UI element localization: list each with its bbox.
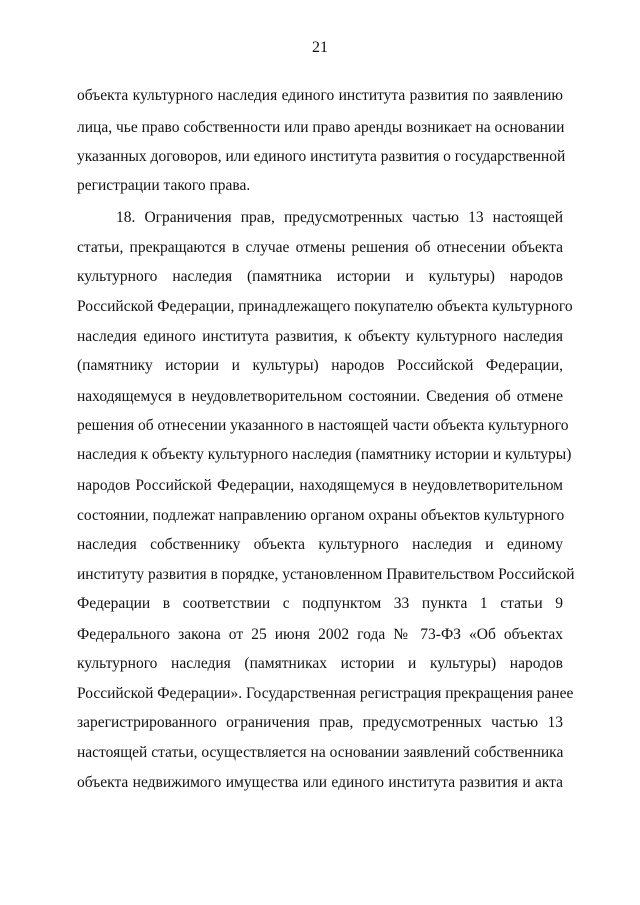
text-line: объекта недвижимого имущества или единого института развития и акта [77,774,563,791]
text-line: статьи, прекращаются в случае отмены решения об отнесении объекта [77,239,563,256]
text-line: Федерации в соответствии с подпунктом 33 пункта 1 статьи 9 [77,595,563,612]
text-line: состоянии, подлежат направлению органом охраны объектов культурного [77,507,565,524]
text-line: Российской Федерации». Государственная регистрация прекращения ранее [77,685,574,702]
text-line: народов Российской Федерации, находящемуся в неудовлетворительном [77,477,563,494]
text-line: зарегистрированного ограничения прав, предусмотренных частью 13 [77,714,563,731]
text-line: Федерального закона от 25 июня 2002 года № 73-ФЗ «Об объектах [77,626,563,643]
text-line: настоящей статьи, осуществляется на основании заявлений собственника [77,744,564,761]
text-line: решения об отнесении указанного в настоящей части объекта культурного [77,417,569,434]
text-line: культурного наследия (памятника истории и культуры) народов [77,268,563,285]
text-line: указанных договоров, или единого института развития о государственной [77,148,566,165]
paragraph-start-line: 18. Ограничения прав, предусмотренных частью 13 настоящей [116,209,563,226]
text-line: наследия собственнику объекта культурного наследия и единому [77,536,563,553]
text-line: наследия единого института развития, к объекту культурного наследия [77,328,563,345]
page-number: 21 [312,39,328,56]
text-line: культурного наследия (памятниках истории и культуры) народов [77,655,563,672]
text-line: Российской Федерации, принадлежащего покупателю объекта культурного [77,298,573,315]
text-line: объекта культурного наследия единого института развития по заявлению [77,87,563,104]
text-line: институту развития в порядке, установленном Правительством Российской [77,566,575,583]
text-line: наследия к объекту культурного наследия (памятнику истории и культуры) [77,446,572,463]
text-line: лица, чье право собственности или право аренды возникает на основании [77,119,565,136]
text-line: (памятнику истории и культуры) народов Российской Федерации, [77,357,563,374]
text-line: регистрации такого права. [77,177,251,194]
text-line: находящемуся в неудовлетворительном состоянии. Сведения об отмене [77,388,563,405]
